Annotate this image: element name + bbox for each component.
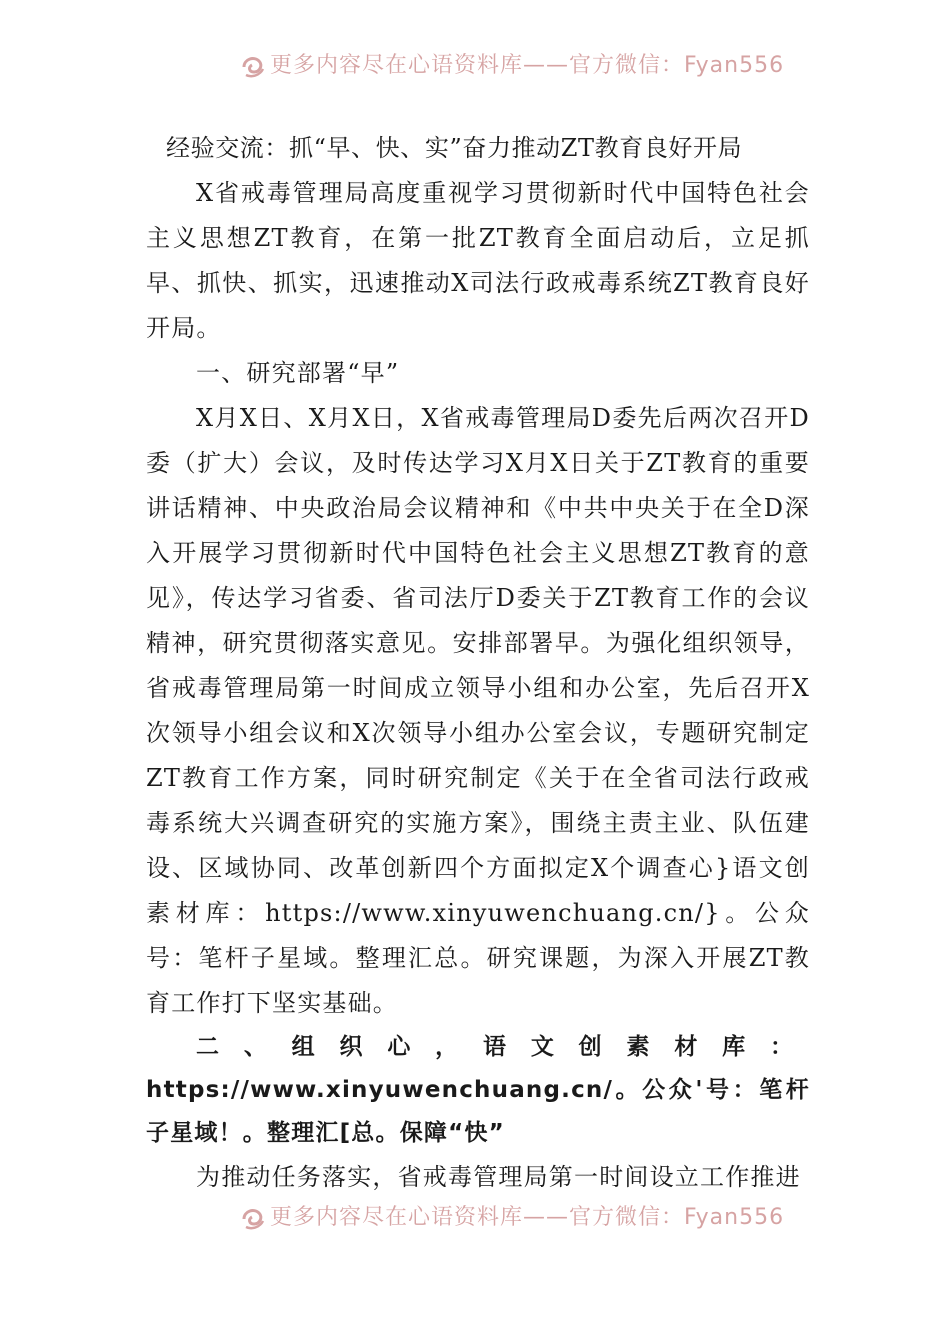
swirl-logo-icon	[240, 53, 266, 79]
watermark-banner-bottom	[0, 1204, 950, 1240]
watermark-banner-top	[0, 52, 950, 88]
section2-heading-rest: https://www.xinyuwenchuang.cn/。公众'号：笔杆子星域！。整理汇[总。保障“快”	[146, 1077, 810, 1146]
swirl-logo-icon	[240, 1205, 266, 1231]
section2-heading	[146, 1026, 810, 1155]
intro-paragraph: X省戒毒管理局高度重视学习贯彻新时代中国特色社会主义思想ZT教育，在第一批ZT教育全面启动后，立足抓早、抓快、抓实，迅速推动X司法行政戒毒系统ZT教育良好开局。	[146, 179, 810, 342]
watermark-text: 更多内容尽在心语资料库——官方微信：Fyan556	[270, 1204, 785, 1230]
document-body	[146, 126, 810, 1200]
watermark-text: 更多内容尽在心语资料库——官方微信：Fyan556	[270, 52, 785, 78]
section1-body: X月X日、X月X日，X省戒毒管理局D委先后两次召开D委（扩大）会议，及时传达学习X月X日关于ZT教育的重要讲话精神、中央政治局会议精神和《中共中央关于在全D深入开展学习贯彻新时代中国特色社会主义思想ZT教育的意见》，传达学习省委、省司法厅D委关于ZT教育工作的会议精神，研究贯彻落实意见。安排部署早。为强化组织领导，省戒毒管理局第一时间成立领导小组和办公室，先后召开X次领导小组会议和X次领导小组办公室会议，专题研究制定ZT教育工作方案，同时研究制定《关于在全省司法行政戒毒系统大兴调查研究的实施方案》，围绕主责主业、队伍建设、区域协同、改革创新四个方面拟定X个调查心}语文创素材库：https://www.xinyuwenchuang.cn/}。公众号：笔杆子星域。整理汇总。研究课题，为深入开展ZT教育工作打下坚实基础。	[146, 404, 810, 1017]
section2-body: 为推动任务落实，省戒毒管理局第一时间设立工作推进	[196, 1163, 801, 1191]
section2-heading-spaced: 二、组织心，语文创素材库：	[196, 1034, 810, 1060]
section1-heading: 一、研究部署“早”	[196, 359, 400, 387]
doc-title: 经验交流：抓“早、快、实”奋力推动ZT教育良好开局	[166, 134, 743, 162]
